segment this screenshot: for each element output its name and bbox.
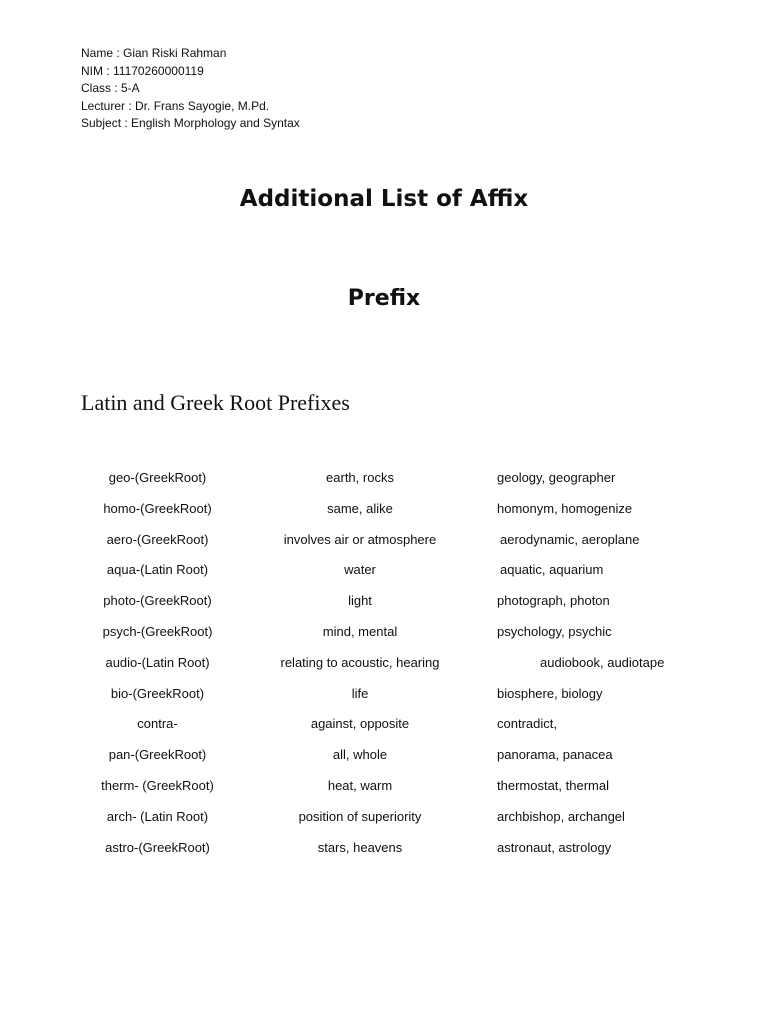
examples-cell: homonym, homogenize xyxy=(497,500,633,516)
prefix-cell: pan-(GreekRoot) xyxy=(108,747,207,763)
table-row xyxy=(0,593,768,624)
document-title: Additional List of Affix xyxy=(239,186,529,212)
subject-name: Subject : English Morphology and Syntax xyxy=(81,116,300,131)
table-row xyxy=(0,655,768,686)
prefix-cell: geo-(GreekRoot) xyxy=(108,470,207,485)
meaning-cell: same, alike xyxy=(327,500,393,516)
examples-cell: thermostat, thermal xyxy=(497,777,609,793)
student-nim: NIM : 11170260000119 xyxy=(81,63,204,78)
examples-cell: psychology, psychic xyxy=(497,623,612,639)
prefix-table xyxy=(0,470,768,870)
table-row xyxy=(0,532,768,563)
meaning-cell: earth, rocks xyxy=(326,470,394,485)
prefix-cell: bio-(GreekRoot) xyxy=(110,685,205,701)
meaning-cell: stars, heavens xyxy=(317,839,403,855)
table-row xyxy=(0,501,768,532)
table-row xyxy=(0,747,768,778)
student-info xyxy=(81,45,300,133)
meaning-cell: involves air or atmosphere xyxy=(283,531,437,547)
meaning-cell: relating to acoustic, hearing xyxy=(280,654,440,670)
meaning-cell: water xyxy=(344,562,376,578)
meaning-cell: mind, mental xyxy=(322,623,398,639)
table-row xyxy=(0,716,768,747)
section-heading: Latin and Greek Root Prefixes xyxy=(81,390,350,415)
student-class: Class : 5-A xyxy=(81,81,140,96)
examples-cell: geology, geographer xyxy=(497,470,616,485)
examples-cell: aerodynamic, aeroplane xyxy=(500,531,640,547)
prefix-cell: aqua-(Latin Root) xyxy=(106,562,209,578)
prefix-cell: psych-(GreekRoot) xyxy=(102,623,213,639)
prefix-cell: photo-(GreekRoot) xyxy=(103,593,212,609)
meaning-cell: position of superiority xyxy=(298,808,422,824)
meaning-cell: heat, warm xyxy=(327,777,393,793)
table-row xyxy=(0,840,768,871)
prefix-cell: therm- (GreekRoot) xyxy=(101,777,214,793)
meaning-cell: all, whole xyxy=(332,747,388,763)
meaning-cell: light xyxy=(348,593,372,609)
examples-cell: audiobook, audiotape xyxy=(540,654,665,670)
table-row xyxy=(0,562,768,593)
table-row xyxy=(0,686,768,717)
meaning-cell: life xyxy=(351,685,369,701)
prefix-heading: Prefix xyxy=(347,286,421,311)
prefix-cell: astro-(GreekRoot) xyxy=(105,839,210,855)
prefix-cell: homo-(GreekRoot) xyxy=(103,500,212,516)
student-name: Name : Gian Riski Rahman xyxy=(81,46,227,60)
table-row xyxy=(0,624,768,655)
prefix-cell: arch- (Latin Root) xyxy=(106,808,209,824)
examples-cell: archbishop, archangel xyxy=(497,808,625,824)
prefix-cell: audio-(Latin Root) xyxy=(105,654,210,670)
meaning-cell: against, opposite xyxy=(310,716,410,732)
examples-cell: contradict, xyxy=(497,716,557,732)
prefix-cell: aero-(GreekRoot) xyxy=(106,531,209,547)
examples-cell: aquatic, aquarium xyxy=(500,562,604,578)
table-row xyxy=(0,470,768,501)
lecturer-name: Lecturer : Dr. Frans Sayogie, M.Pd. xyxy=(81,98,270,113)
table-row xyxy=(0,809,768,840)
examples-cell: panorama, panacea xyxy=(497,747,613,763)
examples-cell: photograph, photon xyxy=(497,593,610,609)
table-row xyxy=(0,778,768,809)
prefix-cell: contra- xyxy=(137,716,178,732)
examples-cell: biosphere, biology xyxy=(497,685,603,701)
examples-cell: astronaut, astrology xyxy=(497,839,612,855)
